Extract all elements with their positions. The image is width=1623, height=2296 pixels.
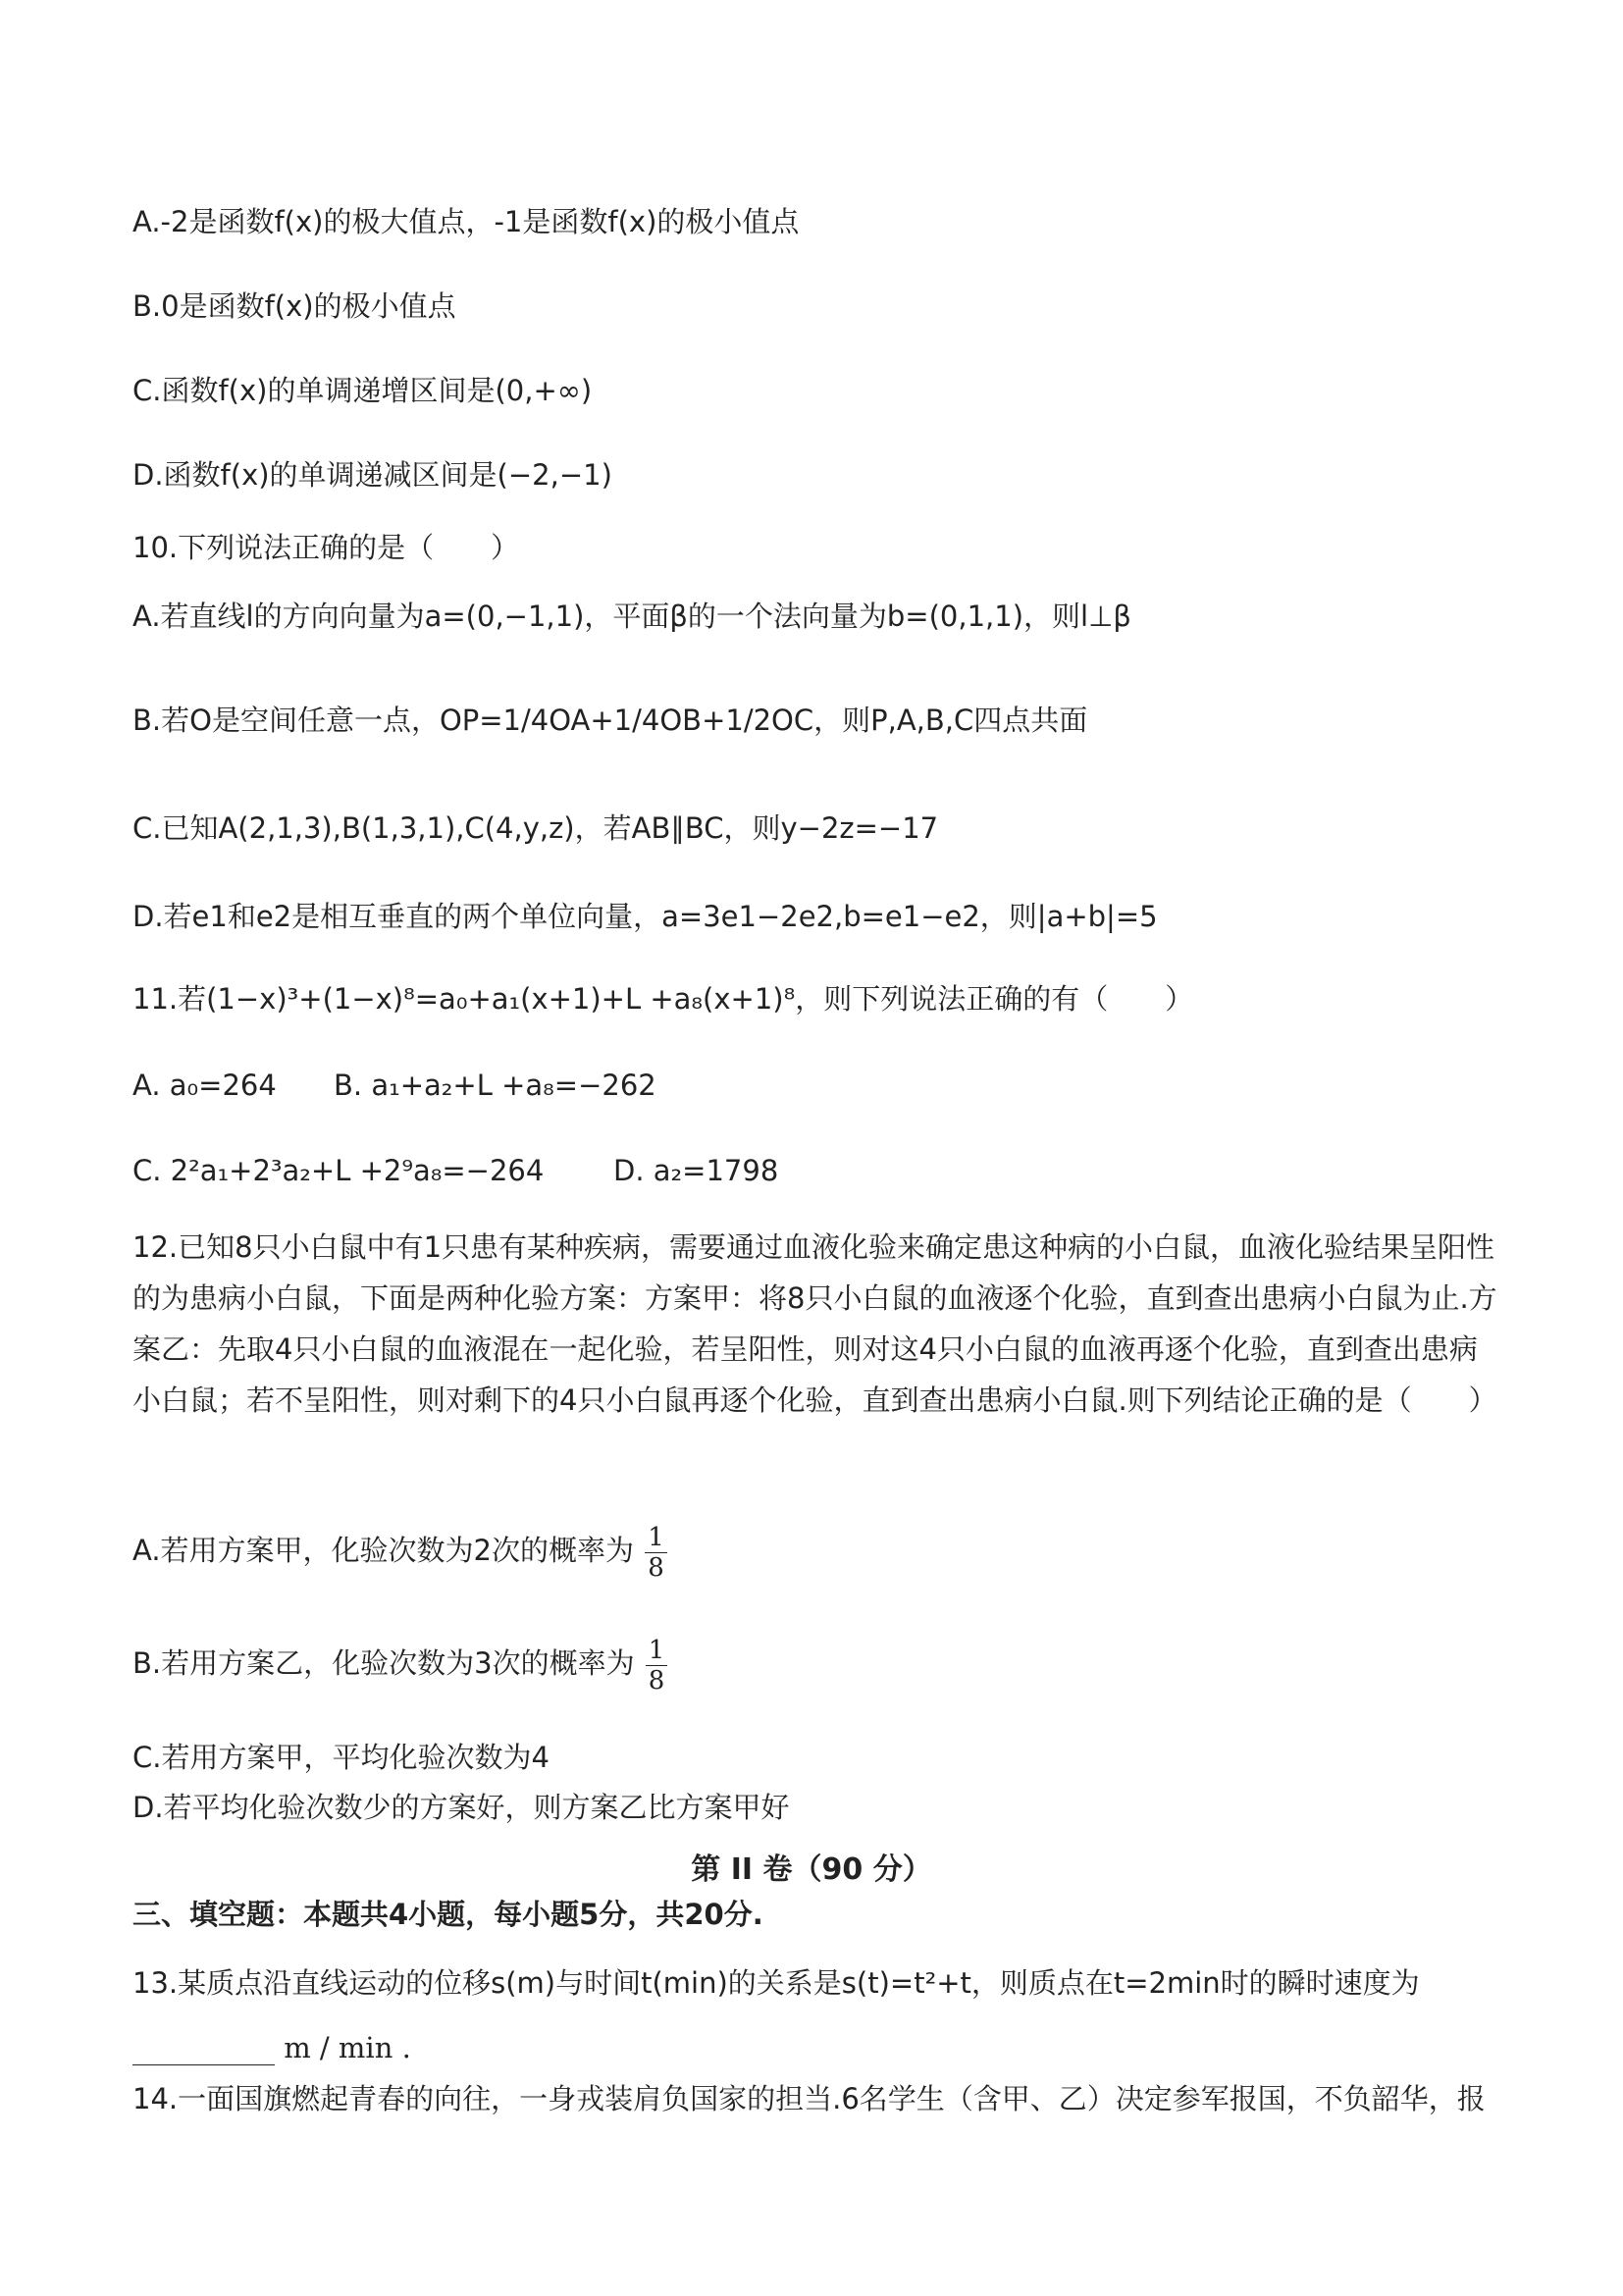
q10-stem: 10.下列说法正确的是（ ） (132, 531, 520, 564)
section-three-title: 三、填空题：本题共4小题，每小题5分，共20分. (132, 1898, 763, 1931)
fraction-denominator: 8 (648, 1665, 665, 1696)
q14-stem: 14.一面国旗燃起青春的向往，一身戎装肩负国家的担当.6名学生（含甲、乙）决定参军报国，不负韶华，报 (132, 2082, 1486, 2115)
q11-stem: 11.若(1−x)³+(1−x)⁸=a₀+a₁(x+1)+L +a₈(x+1)⁸，则下列说法正确的有（ ） (132, 982, 1194, 1016)
q9-option-d: D.函数f(x)的单调递减区间是(−2,−1) (132, 458, 612, 492)
q12-option-a (132, 1521, 669, 1583)
q9-option-a: A.-2是函数f(x)的极大值点，-1是函数f(x)的极小值点 (132, 205, 800, 238)
fraction-numerator: 1 (645, 1523, 667, 1553)
q11-option-d: D. a₂=1798 (613, 1154, 779, 1187)
q12-option-c: C.若用方案甲，平均化验次数为4 (132, 1741, 550, 1774)
q12-option-b-text: B.若用方案乙，化验次数为3次的概率为 (132, 1646, 635, 1680)
q9-option-b: B.0是函数f(x)的极小值点 (132, 289, 456, 323)
fraction-numerator: 1 (646, 1636, 668, 1666)
q10-option-a: A.若直线l的方向向量为a=(0,−1,1)，平面β的一个法向量为b=(0,1,1)，则l⊥β (132, 600, 1131, 633)
q10-option-c: C.已知A(2,1,3),B(1,3,1),C(4,y,z)，若AB∥BC，则y−2z=−17 (132, 811, 939, 845)
q11-option-a: A. a₀=264 (132, 1069, 277, 1102)
answer-blank[interactable] (132, 2035, 275, 2065)
q9-option-c: C.函数f(x)的单调递增区间是(0,+∞) (132, 374, 593, 407)
q10-option-d: D.若e1和e2是相互垂直的两个单位向量，a=3e1−2e2,b=e1−e2，则|a+b|=5 (132, 900, 1158, 933)
q12-option-a-text: A.若用方案甲，化验次数为2次的概率为 (132, 1534, 634, 1567)
fraction (646, 1636, 668, 1696)
fraction-denominator: 8 (648, 1552, 664, 1583)
q13-answer-line (132, 2030, 411, 2065)
q12-option-b (132, 1634, 669, 1696)
fraction (645, 1523, 667, 1583)
q11-option-c: C. 2²a₁+2³a₂+L +2⁹a₈=−264 (132, 1154, 545, 1187)
q12-stem: 12.已知8只小白鼠中有1只患有某种疾病，需要通过血液化验来确定患这种病的小白鼠，血液化验结果呈阳性的为患病小白鼠，下面是两种化验方案：方案甲：将8只小白鼠的血液逐个化验，直到查出患病小白鼠为止.方案乙：先取4只小白鼠的血液混在一起化验，若呈阳性，则对这4只小白鼠的血液再逐个化验，直到查出患病小白鼠；若不呈阳性，则对剩下的4只小白鼠再逐个化验，直到查出患病小白鼠.则下列结论正确的是（ ） (132, 1230, 1497, 1417)
q11-option-b: B. a₁+a₂+L +a₈=−262 (334, 1069, 656, 1102)
q12-option-d: D.若平均化验次数少的方案好，则方案乙比方案甲好 (132, 1791, 790, 1824)
part-two-title: 第 II 卷（90 分） (691, 1852, 932, 1887)
q13-unit: m / min . (284, 2031, 411, 2064)
q13-stem: 13.某质点沿直线运动的位移s(m)与时间t(min)的关系是s(t)=t²+t，则质点在t=2min时的瞬时速度为 (132, 1966, 1420, 2000)
q10-option-b: B.若O是空间任意一点，OP=1/4OA+1/4OB+1/2OC，则P,A,B,C四点共面 (132, 704, 1088, 737)
